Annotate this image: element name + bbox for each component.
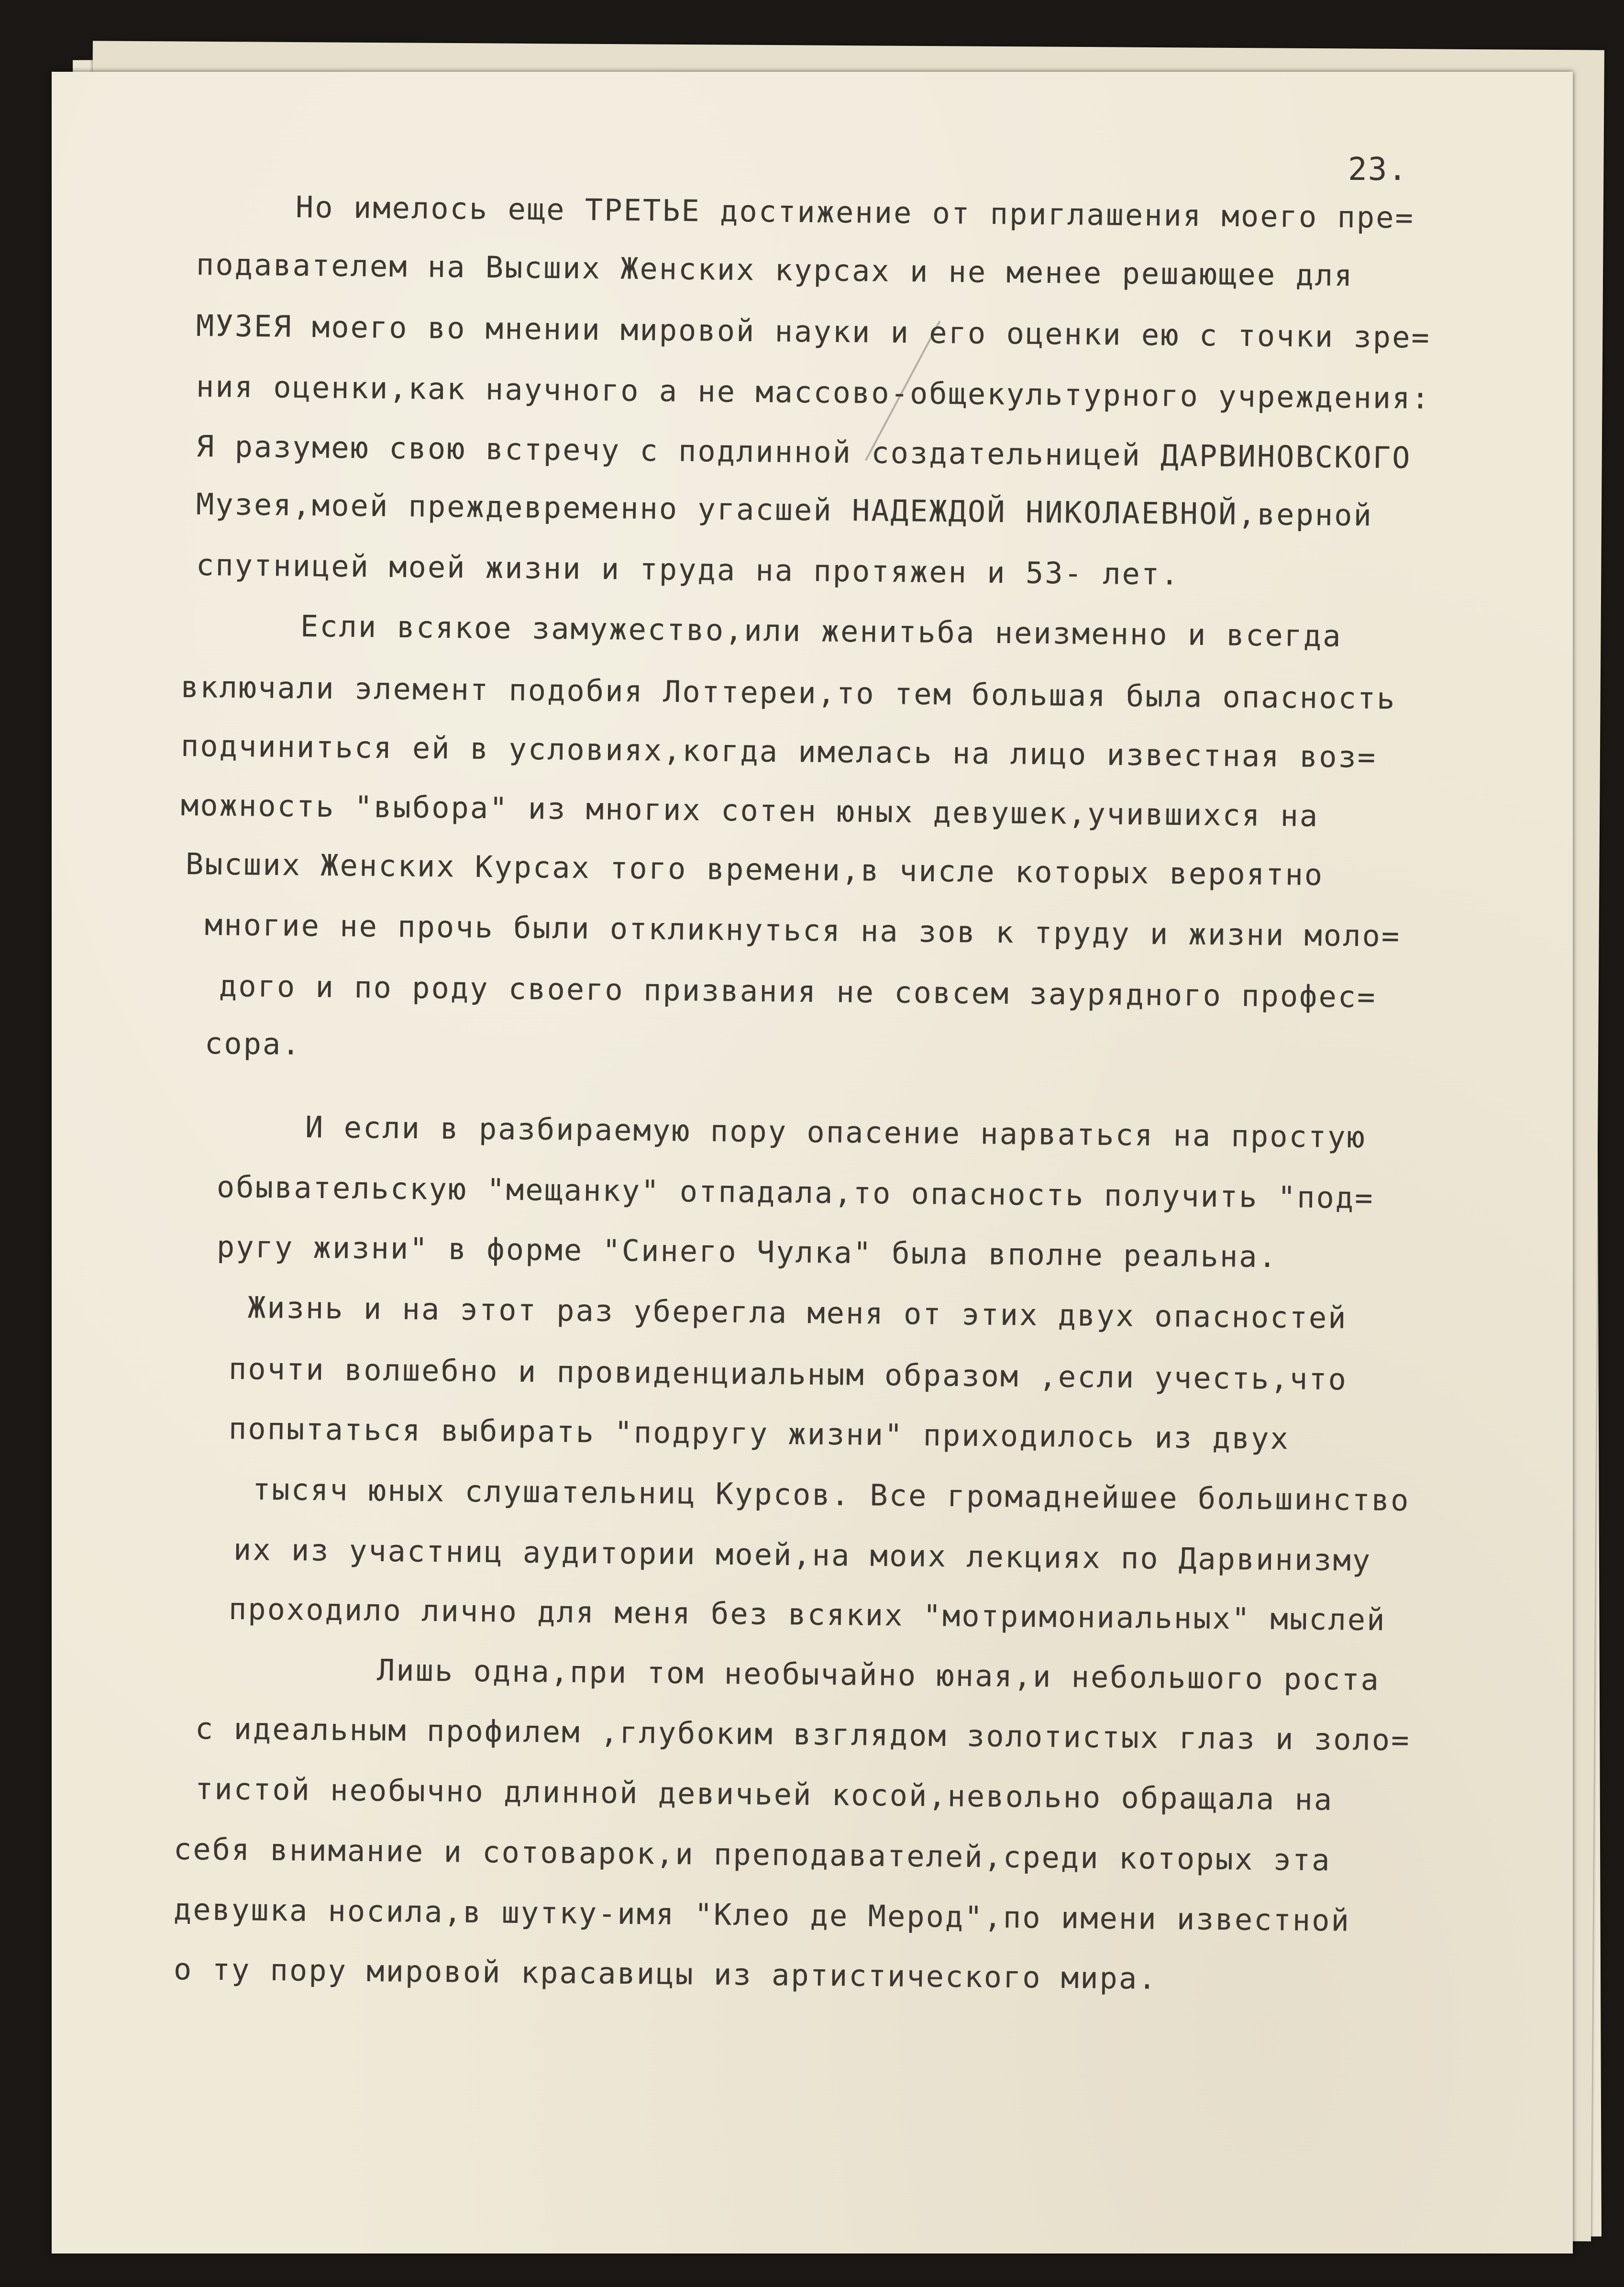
text-line: И если в разбираемую пору опасение нарваться на простую (305, 1110, 1367, 1155)
text-line: тысяч юных слушательниц Курсов. Все громаднейшее большинство (252, 1472, 1410, 1518)
text-line: девушка носила,в шутку-имя "Клео де Мерод",по имени известной (173, 1892, 1351, 1938)
text-line: дого и по роду своего призвания не совсем заурядного профес= (219, 968, 1377, 1015)
text-line: многие не прочь были откликнуться на зов к труду и жизни моло= (204, 907, 1401, 954)
text-line: подчиниться ей в условиях,когда имелась на лицо известная воз= (180, 728, 1377, 775)
text-line: себя внимание и сотоварок,и преподавателей,среди которых эта (173, 1832, 1331, 1878)
text-line: Но имелось еще ТРЕТЬЕ достижение от приглашения моего пре= (295, 189, 1415, 235)
text-line: проходило лично для меня без всяких "мотримониальных" мыслей (228, 1591, 1386, 1638)
text-line: тистой необычно длинной девичьей косой,невольно обращала на (195, 1771, 1334, 1817)
text-line: подавателем на Высших Женских курсах и не менее решающее для (196, 247, 1354, 293)
text-line: спутницей моей жизни и труда на протяжен и 53- лет. (196, 547, 1180, 592)
text-line: Музея,моей преждевременно угасшей НАДЕЖДОЙ НИКОЛАЕВНОЙ,верной (196, 487, 1373, 533)
document-page (52, 72, 1573, 2254)
text-line: сора. (204, 1026, 301, 1062)
text-line: их из участниц аудитории моей,на моих лекциях по Дарвинизму (233, 1532, 1372, 1578)
text-line: обывательскую "мещанку" отпадала,то опасность получить "под= (216, 1169, 1374, 1216)
text-line: Жизнь и на этот раз уберегла меня от этих двух опасностей (247, 1290, 1348, 1336)
typewritten-text (52, 72, 1573, 2254)
text-line: МУЗЕЯ моего во мнении мировой науки и его оценки ею с точки зре= (196, 308, 1431, 355)
text-line: попытаться выбирать "подругу жизни" приходилось из двух (228, 1411, 1290, 1456)
text-line: ния оценки,как научного а не массово-общекультурного учреждения: (196, 369, 1431, 416)
text-line: Я разумею свою встречу с подлинной создательницей ДАРВИНОВСКОГО (196, 429, 1412, 476)
text-line: Лишь одна,при том необычайно юная,и небольшого роста (376, 1653, 1381, 1698)
text-line: ругу жизни" в форме "Синего Чулка" была вполне реальна. (216, 1229, 1278, 1275)
text-line: Высших Женских Курсах того времени,в числе которых вероятно (185, 846, 1324, 892)
text-line: включали элемент подобия Лоттереи,то тем большая была опасность (180, 669, 1396, 716)
text-line: почти волшебно и провиденциальным образом ,если учесть,что (228, 1351, 1348, 1397)
text-line: можность "выбора" из многих сотен юных девушек,учившихся на (180, 788, 1319, 833)
page-number: 23. (1348, 151, 1408, 188)
text-line: о ту пору мировой красавицы из артистического мира. (173, 1952, 1158, 1996)
text-line: Если всякое замужество,или женитьба неизменно и всегда (300, 609, 1342, 654)
text-line: с идеальным профилем ,глубоким взглядом золотистых глаз и золо= (195, 1711, 1411, 1758)
